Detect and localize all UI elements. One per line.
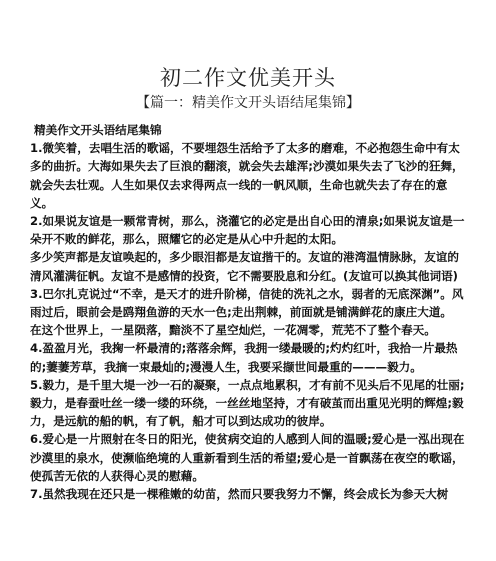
section-heading: 精美作文开头语结尾集锦 xyxy=(34,123,162,137)
paragraph-3: 多少笑声都是友谊唤起的，多少眼泪都是友谊揩干的。友谊的港湾温情脉脉，友谊的清风灌满征帆。友谊不是感情的投资，它不需要股息和分红。(友谊可以换其他词语) xyxy=(30,250,459,283)
paragraph-1: 1.微笑着，去唱生活的歌谣，不要埋怨生活给予了太多的磨难，不必抱怨生命中有太多的曲折。大海如果失去了巨浪的翻滚，就会失去雄浑;沙漠如果失去了飞沙的狂舞，就会失去壮观。人生如果仅去求得两点一线的一帆风顺，生命也就失去了存在的意义。 xyxy=(30,141,464,210)
paragraph-6: 4.盈盈月光，我掬一杯最清的;落落余辉，我拥一缕最暖的;灼灼红叶，我拾一片最热的;萋萋芳草，我摘一束最灿的;漫漫人生，我要采撷世间最重的———毅力。 xyxy=(30,341,458,374)
document-body xyxy=(30,121,470,503)
document-title: 初二作文优美开头 xyxy=(160,66,336,90)
document-subtitle: 【篇一：精美作文开头语结尾集锦】 xyxy=(136,95,360,111)
paragraph-5: 在这个世界上，一星陨落，黯淡不了星空灿烂，一花凋零，荒芜不了整个春天。 xyxy=(30,323,436,338)
paragraph-9: 7.虽然我现在还只是一棵稚嫩的幼苗，然而只要我努力不懈，终会成长为参天大树 xyxy=(30,487,449,502)
paragraph-8: 6.爱心是一片照射在冬日的阳光，使贫病交迫的人感到人间的温暖;爱心是一泓出现在沙漠里的泉水，使濒临绝境的人重新看到生活的希望;爱心是一首飘荡在夜空的歌谣，使孤苦无依的人获得心灵的慰藉。 xyxy=(30,432,465,483)
paragraph-4: 3.巴尔扎克说过“不幸，是天才的进升阶梯，信徒的洗礼之水，弱者的无底深渊”。风雨过后，眼前会是鸥翔鱼游的天水一色;走出荆棘，前面就是铺满鲜花的康庄大道。 xyxy=(30,286,464,320)
paragraph-2: 2.如果说友谊是一颗常青树，那么，浇灌它的必定是出自心田的清泉;如果说友谊是一朵开不败的鲜花，那么，照耀它的必定是从心中升起的太阳。 xyxy=(30,214,465,247)
paragraph-7: 5.毅力，是千里大堤一沙一石的凝聚，一点点地累积，才有前不见头后不见尾的壮丽;毅力，是春蚕吐丝一缕一缕的环绕，一丝丝地坚持，才有破茧而出重见光明的辉煌;毅力，是远航的船的帆，有了帆，船才可以到达成功的彼岸。 xyxy=(30,377,465,429)
